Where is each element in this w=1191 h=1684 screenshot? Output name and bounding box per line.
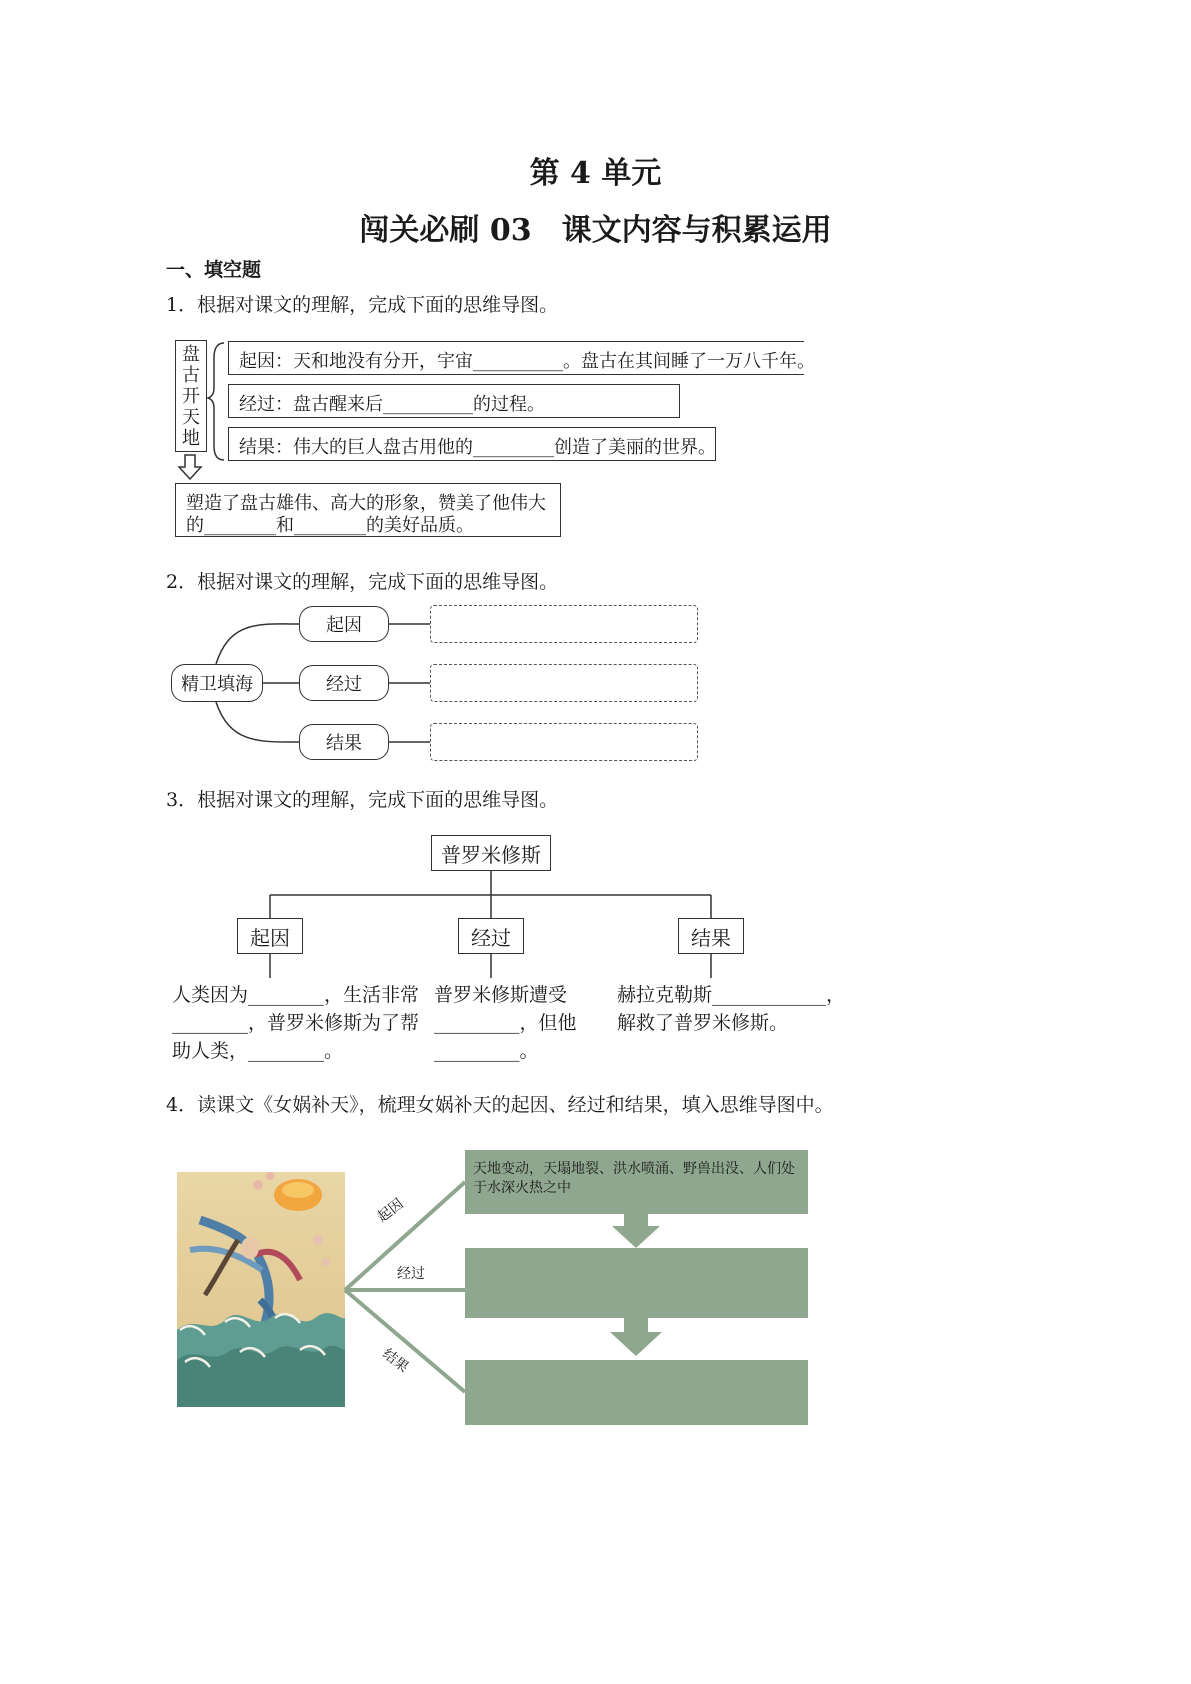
q1-topic-char: 地	[182, 428, 200, 449]
q1-summary-line2: 的________和________的美好品质。	[186, 515, 474, 536]
q2-branch-process: 经过	[299, 665, 389, 701]
q3-branch-cause: 起因	[237, 918, 303, 954]
q4-label-result: 结果	[379, 1345, 412, 1376]
q1-summary-line1: 塑造了盘古雄伟、高大的形象，赞美了他伟大	[186, 493, 546, 514]
q2-branch-cause: 起因	[299, 606, 389, 642]
question-1-prompt: 1．根据对课文的理解，完成下面的思维导图。	[166, 294, 559, 316]
q3-process-text: 普罗米修斯遭受 _________，但他 _________。	[434, 984, 577, 1062]
q4-label-process: 经过	[397, 1266, 425, 1282]
section-heading: 一、填空题	[166, 259, 262, 281]
q3-result-text: 赫拉克勒斯____________， 解救了普罗米修斯。	[617, 984, 846, 1034]
q3-branch-result: 结果	[678, 918, 744, 954]
q1-topic-char: 古	[182, 365, 200, 386]
question-2-prompt: 2．根据对课文的理解，完成下面的思维导图。	[166, 571, 559, 593]
q4-result-box[interactable]	[465, 1360, 808, 1425]
q1-result-text: 结果：伟大的巨人盘古用他的_________创造了美丽的世界。	[239, 437, 716, 458]
q1-topic-char: 开	[182, 386, 200, 407]
question-3-prompt: 3．根据对课文的理解，完成下面的思维导图。	[166, 789, 559, 811]
q2-branch-result: 结果	[299, 724, 389, 760]
q4-cause-box: 天地变动，天塌地裂、洪水喷涌、野兽出没、人们处于水深火热之中	[465, 1150, 808, 1214]
q4-label-cause: 起因	[374, 1195, 407, 1226]
page-title: 闯关必刷 03 课文内容与积累运用	[359, 213, 832, 248]
q1-topic-char: 天	[182, 407, 200, 428]
q3-root-node: 普罗米修斯	[431, 835, 551, 871]
q2-center-node: 精卫填海	[171, 664, 263, 702]
q1-topic-char: 盘	[182, 344, 200, 365]
q1-cause-text: 起因：天和地没有分开，宇宙__________。盘古在其间睡了一万八千年。	[239, 351, 815, 372]
q3-cause-text: 人类因为________，生活非常 ________，普罗米修斯为了帮 助人类，________。	[172, 984, 420, 1062]
q3-branch-process: 经过	[458, 918, 524, 954]
q1-process-text: 经过：盘古醒来后__________的过程。	[239, 394, 545, 415]
q4-process-box[interactable]	[465, 1248, 808, 1318]
unit-title: 第 4 单元	[529, 156, 662, 191]
question-4-prompt: 4．读课文《女娲补天》，梳理女娲补天的起因、经过和结果，填入思维导图中。	[166, 1094, 834, 1116]
